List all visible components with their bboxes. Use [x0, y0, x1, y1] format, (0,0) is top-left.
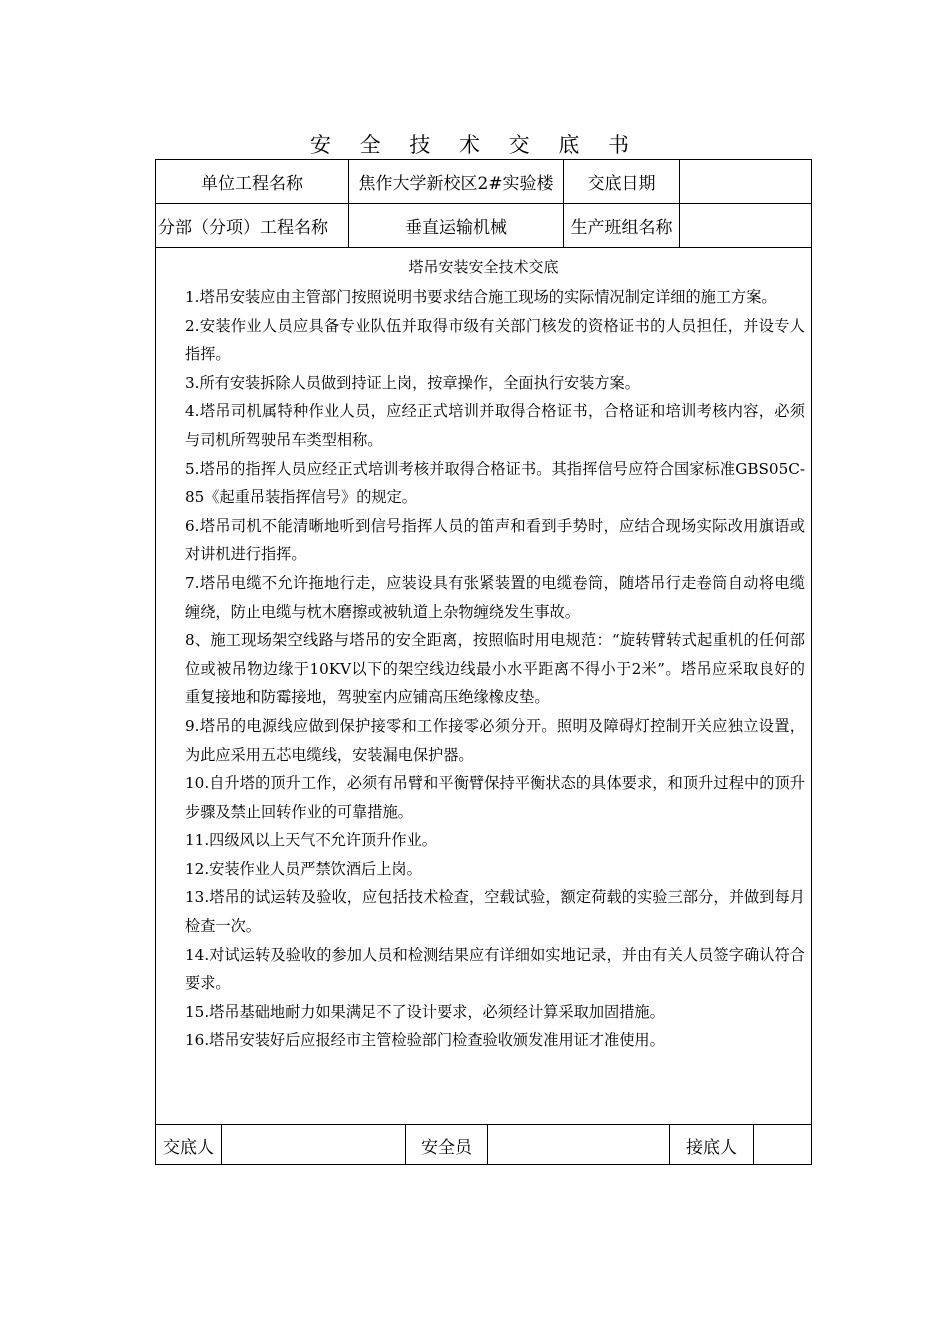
discloser-signature-field[interactable]: [222, 1125, 405, 1165]
sub-project-label: 分部（分项）工程名称: [158, 218, 328, 238]
list-item: 12.安装作业人员严禁饮酒后上岗。: [185, 859, 422, 878]
disclosure-body: [185, 283, 805, 1055]
list-item: 13.塔吊的试运转及验收，应包括技术检查，空载试验，额定荷载的实验三部分，并做到每月检查一次。: [185, 888, 805, 936]
list-item: 4.塔吊司机属特种作业人员，应经正式培训并取得合格证书，合格证和培训考核内容，必须与司机所驾驶吊车类型相称。: [185, 402, 805, 449]
list-item: 3.所有安装拆除人员做到持证上岗，按章操作，全面执行安装方案。: [185, 373, 640, 392]
row-divider: [155, 247, 812, 248]
document-title: 安 全 技 术 交 底 书: [309, 133, 641, 157]
list-item: 16.塔吊安装好后应报经市主管检验部门检查验收颁发准用证才准使用。: [185, 1031, 665, 1050]
team-name-label: 生产班组名称: [570, 218, 673, 238]
discloser-label: 交底人: [163, 1137, 214, 1158]
receiver-label: 接底人: [686, 1137, 737, 1158]
safety-officer-signature-field[interactable]: [488, 1125, 669, 1165]
sub-project-value: 垂直运输机械: [405, 218, 507, 238]
list-item: 9.塔吊的电源线应做到保护接零和工作接零必须分开。照明及障碍灯控制开关应独立设置，为此应采用五芯电缆线，安装漏电保护器。: [185, 716, 805, 764]
list-item: 15.塔吊基础地耐力如果满足不了设计要求，必须经计算采取加固措施。: [185, 1002, 665, 1021]
receiver-signature-field[interactable]: [754, 1125, 811, 1165]
content-heading: 塔吊安装安全技术交底: [408, 258, 559, 276]
project-name-value: 焦作大学新校区2#实验楼: [358, 174, 554, 194]
list-item: 1.塔吊安装应由主管部门按照说明书要求结合施工现场的实际情况制定详细的施工方案。: [185, 288, 777, 306]
list-item: 7.塔吊电缆不允许拖地行走，应装设具有张紧装置的电缆卷筒，随塔吊行走卷筒自动将电缆缠绕，防止电缆与枕木磨擦或被轨道上杂物缠绕发生事故。: [185, 573, 805, 621]
list-item: 11.四级风以上天气不允许顶升作业。: [185, 831, 437, 850]
list-item: 10.自升塔的顶升工作，必须有吊臂和平衡臂保持平衡状态的具体要求，和顶升过程中的顶升步骤及禁止回转作业的可靠措施。: [185, 774, 805, 821]
project-name-label: 单位工程名称: [201, 174, 303, 194]
list-item: 2.安装作业人员应具备专业队伍并取得市级有关部门核发的资格证书的人员担任，并设专人指挥。: [185, 316, 805, 364]
disclosure-date-value: [680, 160, 811, 203]
list-item: 5.塔吊的指挥人员应经正式培训考核并取得合格证书。其指挥信号应符合国家标准GBS05C-85《起重吊装指挥信号》的规定。: [185, 459, 805, 507]
list-item: 14.对试运转及验收的参加人员和检测结果应有详细如实地记录，并由有关人员签字确认符合要求。: [185, 945, 805, 993]
list-item: 6.塔吊司机不能清晰地听到信号指挥人员的笛声和看到手势时，应结合现场实际改用旗语或对讲机进行指挥。: [185, 516, 805, 564]
disclosure-date-label: 交底日期: [587, 174, 656, 194]
team-name-value: [680, 204, 811, 247]
list-item: 8、施工现场架空线路与塔吊的安全距离，按照临时用电规范：“旋转臂转式起重机的任何部位或被吊物边缘于10KV以下的架空线边线最小水平距离不得小于2米”。塔吊应采取良好的重复接地和防霉接地，驾驶室内应铺高压绝缘橡皮垫。: [185, 631, 805, 707]
safety-officer-label: 安全员: [421, 1137, 472, 1158]
